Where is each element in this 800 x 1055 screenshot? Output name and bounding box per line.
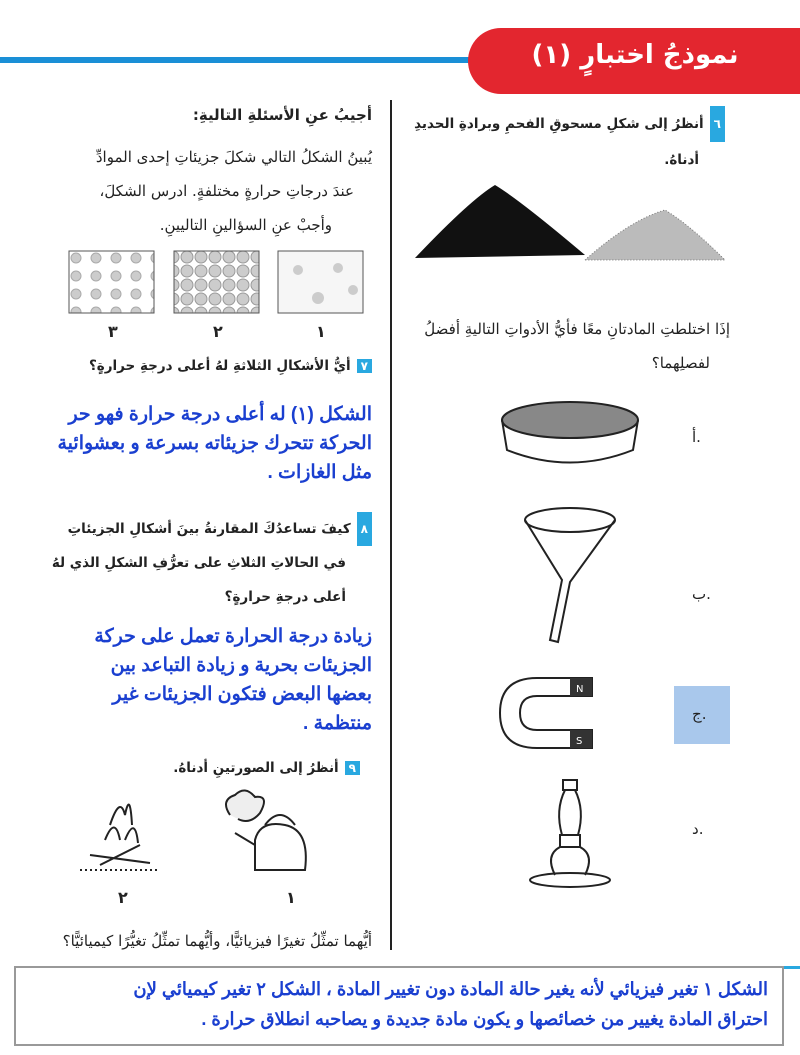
question-text: أنظرُ إلى شكلِ مسحوقِ الفحمِ وبرادةِ الحديدِ [414, 116, 704, 132]
intro-line: عندَ درجاتِ حرارةٍ مختلفةٍ. ادرس الشكلَ، [99, 182, 354, 200]
answer-line: الشكل ١ تغير فيزيائي لأنه يغير حالة المادة دون تغيير المادة ، الشكل ٢ تغير كيميائي لإن [133, 979, 768, 999]
question-number: ٩ [345, 761, 360, 775]
svg-text:S: S [576, 736, 583, 747]
question-text: أنظرُ إلى الصورتينِ أدناهُ. [173, 760, 339, 776]
intro-line: وأجبْ عنِ السؤالينِ التاليينِ. [159, 216, 332, 234]
question-9 [20, 760, 360, 776]
question-8 [20, 512, 372, 614]
figure-label-1: ١ [316, 322, 326, 341]
iron-filings-pile [585, 210, 725, 260]
image-label-1: ١ [286, 888, 296, 907]
prompt-line: لفصلِهما؟ [651, 354, 710, 372]
molecule-figures [68, 250, 368, 316]
header-rule [0, 57, 480, 63]
question-number: ٧ [357, 359, 372, 373]
charcoal-and-iron-filings-image [410, 180, 730, 270]
campfire-image [80, 805, 160, 870]
instruction: أجيبُ عنِ الأسئلةِ التاليةِ: [192, 106, 372, 124]
intro-line: يُبينُ الشكلُ التالي شكلَ جزيئاتِ إحدى الموادِّ [95, 148, 372, 166]
campfire-and-kettle-images [70, 785, 320, 880]
charcoal-pile [415, 185, 585, 258]
question-number: ٦ [710, 106, 725, 142]
intro-text [20, 140, 372, 242]
kettle-image [226, 790, 306, 870]
figure-label-2: ٢ [213, 322, 223, 341]
image-label-2: ٢ [118, 888, 128, 907]
magnet-icon [492, 668, 602, 758]
question-number: ٨ [357, 512, 372, 546]
figure-2-solid [174, 251, 259, 313]
figure-3-liquid [69, 251, 154, 313]
funnel-icon [520, 500, 620, 650]
question-text: في الحالاتِ الثلاثِ على تعرُّفِ الشكلِ الذي لهُ [51, 555, 346, 571]
figure-1-gas [278, 251, 363, 313]
prompt-line: إذَا اختلطتِ المادتانِ معًا فأيُّ الأدواتِ التاليةِ أفضلُ [424, 320, 730, 338]
answer-7[interactable]: الشكل (١) له أعلى درجة حرارة فهو حر الحركة تتحرك جزيئاته بسرعة و بعشوائية مثل الغازات . [57, 404, 372, 483]
figure-label-3: ٣ [108, 322, 118, 341]
option-d-label[interactable]: د. [692, 820, 704, 838]
page-title: نموذجُ اختبارٍ (١) [531, 40, 739, 70]
answer-8[interactable]: زيادة درجة الحرارة تعمل على حركة الجزيئات بحرية و زيادة التباعد بين بعضها البعض فتكون الجزيئات غير منتظمة . [94, 626, 372, 734]
answer-9[interactable] [14, 966, 784, 1046]
option-c-label[interactable]: ج. [692, 705, 707, 723]
question-6-prompt [400, 312, 730, 380]
answer-line: احتراق المادة يغيير من خصائصها و يكون مادة جديدة و يصاحبه انطلاق حرارة . [201, 1009, 768, 1029]
column-divider [390, 100, 392, 950]
question-7 [20, 358, 372, 374]
sieve-icon [495, 395, 645, 475]
oil-lamp-icon [525, 775, 615, 890]
question-text: أيُّ الأشكالِ الثلاثةِ لهُ أعلى درجةِ حرارةٍ؟ [88, 358, 351, 374]
svg-text:N: N [576, 684, 584, 695]
question-text: كيفَ تساعدُكَ المقارنةُ بينَ أشكالِ الجزيئاتِ [67, 521, 351, 537]
option-b-label[interactable]: ب. [692, 585, 711, 603]
question-6 [400, 106, 725, 178]
question-text: أدناهُ. [664, 152, 699, 168]
option-a-label[interactable]: أ. [692, 428, 701, 446]
question-9-prompt: أيُّهما تمثِّلُ تغيرًا فيزيائيًّا، وأيُّهما تمثِّلُ تغيُّرًا كيميائيًّا؟ [62, 932, 372, 950]
question-text: أعلى درجةِ حرارةٍ؟ [224, 589, 346, 605]
